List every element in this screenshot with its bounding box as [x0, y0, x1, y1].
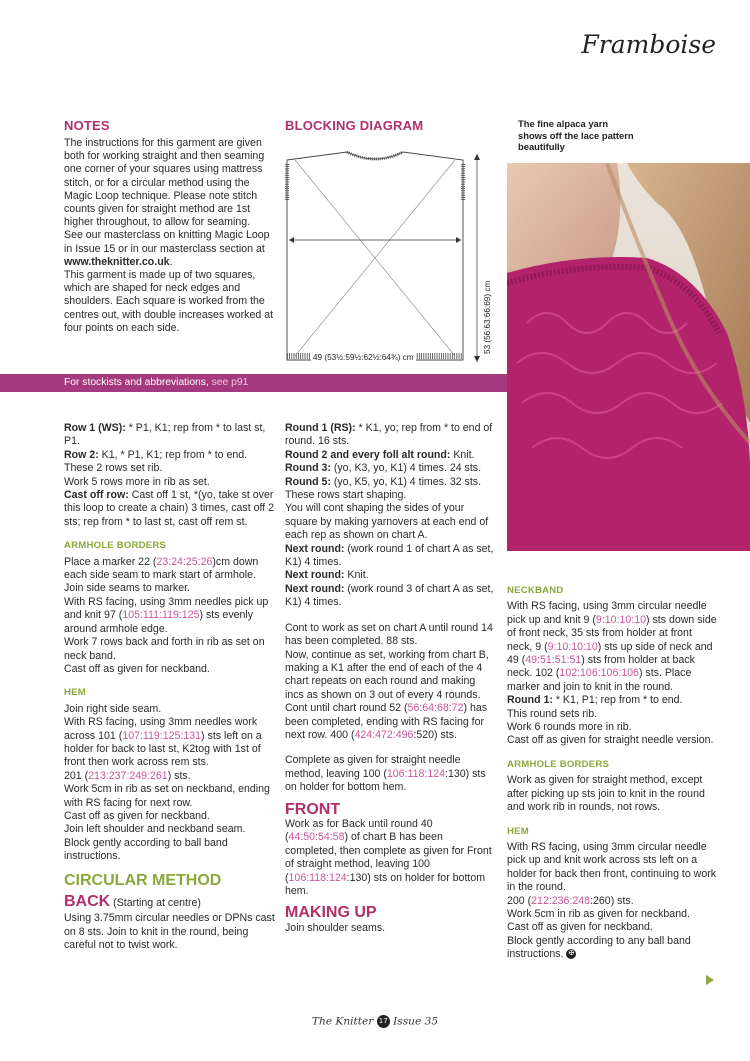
instruction-line: With RS facing, using 3mm circular needle pick up and knit 9 (9:10:10:10) sts down side of front neck, 35 sts from holder at front neck, 9 (9:10:10:10) sts up side of neck and 49 (49:51:51:51) sts from holder at back neck. 102 (102:106:106:106) sts. Place marker and join to knit in the round. — [507, 600, 717, 693]
instruction-line: Work as given for straight method, except after picking up sts join to knit in the round and work rib in rounds, not rows. — [507, 774, 705, 814]
instruction-line: Work 5cm in rib as given for neckband. — [507, 907, 690, 920]
instruction-line: Work 5 rows more in rib as set. — [64, 475, 210, 488]
neckband-heading: NECKBAND — [507, 585, 564, 596]
instruction-line: Join left shoulder and neckband seam. — [64, 823, 246, 836]
back-heading: BACK (Starting at centre) — [64, 893, 201, 910]
blocking-diagram-drawing — [285, 140, 500, 372]
stockists-bar: For stockists and abbreviations, see p91 — [0, 374, 507, 392]
column-3 — [507, 584, 719, 962]
instruction-line: Join shoulder seams. — [285, 921, 386, 934]
next-page-arrow-icon[interactable] — [706, 975, 714, 985]
instruction-line: Work 7 rows back and forth in rib as set on neck band. — [64, 636, 265, 662]
round-1: Round 1: * K1, P1; rep from * to end. — [507, 694, 683, 707]
notes-paragraph-1: The instructions for this garment are given both for working straight and then seaming one corner of your squares using mattress stitch, or for a circular method using the Magic Loop technique. Please note stitch counts given for straight method are 1st higher throughout, to allow for seaming. — [64, 137, 265, 229]
front-heading: FRONT — [285, 800, 341, 818]
instruction-line: Complete as given for straight needle method, leaving 100 (106:118:124:130) sts on holder for bottom hem. — [285, 754, 486, 794]
end-mark-icon: ✠ — [566, 949, 576, 959]
row-2: Row 2: K1, * P1, K1; rep from * to end. — [64, 448, 248, 461]
column-1 — [64, 422, 276, 953]
next-round: Next round: (work round 1 of chart A as set, K1) 4 times. — [285, 542, 494, 569]
notes-paragraph-2: See our masterclass on knitting Magic Loop in Issue 15 or in our masterclass section at www.theknitter.co.uk. — [64, 229, 270, 268]
hem-heading: HEM — [507, 825, 529, 837]
round-1: Round 1 (RS): * K1, yo; rep from * to end of round. 16 sts. — [285, 422, 493, 448]
instruction-line: Work as for Back until round 40 (44:50:54:58) of chart B has been completed, then complete as given for Front of straight method, leaving 100 (106:118:124:130) sts on holder for bottom hem. — [285, 817, 492, 897]
instruction-line: With RS facing, using 3mm circular needle pick up and knit work across sts left on a holder for back then front, continuing to work in the round. — [507, 840, 717, 894]
armhole-borders-heading: ARMHOLE BORDERS — [64, 540, 167, 552]
row-1: Row 1 (WS): * P1, K1; rep from * to last st, P1. — [64, 422, 266, 448]
website-link[interactable]: www.theknitter.co.uk — [64, 255, 170, 268]
instruction-line: 200 (212:236:248:260) sts. — [507, 894, 634, 907]
instruction-line: Block gently according to ball band instructions. — [64, 836, 228, 863]
instruction-line: You will cont shaping the sides of your square by making yarnovers at each end of each rep as shown on chart A. — [285, 502, 489, 542]
armhole-borders-heading: ARMHOLE BORDERS — [507, 758, 610, 770]
instruction-line: Cont to work as set on chart A until round 14 has been completed. 88 sts. — [285, 621, 493, 648]
making-up-heading: MAKING UP — [285, 904, 377, 922]
model-photo — [507, 163, 750, 551]
next-round: Next round: Knit. — [285, 569, 369, 582]
photo-caption: The fine alpaca yarn shows off the lace pattern beautifully — [518, 118, 634, 152]
round-5: Round 5: (yo, K5, yo, K1) 4 times. 32 sts. — [285, 475, 482, 488]
page-number-badge: 17 — [377, 1015, 390, 1028]
cast-off-row: Cast off row: Cast off 1 st, *(yo, take st over this loop to create a chain) 3 times, cast off 2 sts; rep from * to last st, cast off rem st. — [64, 489, 275, 528]
hem-heading: HEM — [64, 687, 86, 699]
instruction-line: Cast off as given for neckband. — [507, 921, 653, 934]
instruction-line: This round sets rib. — [507, 707, 598, 720]
instruction-line: Cast off as given for straight needle version. — [507, 734, 714, 747]
instruction-line: Work 5cm in rib as set on neckband, ending with RS facing for next row. — [64, 783, 270, 809]
instruction-line: Cast off as given for neckband. — [64, 662, 210, 675]
instruction-line: Block gently according to any ball band instructions. ✠ — [507, 934, 691, 961]
round-2: Round 2 and every foll alt round: Knit. — [285, 448, 475, 461]
instruction-line: Join right side seam. — [64, 702, 162, 715]
page-title: Framboise — [581, 30, 716, 59]
stockists-link[interactable]: see p91 — [211, 377, 249, 388]
notes-heading: NOTES — [64, 118, 110, 133]
instruction-line: Using 3.75mm circular needles or DPNs cast on 8 sts. Join to knit in the round, being careful not to twist work. — [64, 912, 275, 952]
instruction-line: Cont until chart round 52 (56:64:68:72) has been completed, ending with RS facing for next row. 400 (424:472:496:520) sts. — [285, 702, 488, 741]
next-round: Next round: (work round 3 of chart A as set, K1) 4 times. — [285, 582, 494, 609]
blocking-heading: BLOCKING DIAGRAM — [285, 118, 424, 133]
instruction-line: Place a marker 22 (23:24:25:26)cm down each side seam to mark start of armhole. Join side seams to marker. — [64, 555, 259, 595]
instruction-line: With RS facing, using 3mm needles work across 101 (107:119:125:131) sts left on a holder for back to last st, K2tog with 1st of front then work across rem sts. — [64, 716, 262, 769]
blocking-diagram — [285, 118, 500, 378]
width-dimension-label: 49 (53½:59½:62½:64¾) cm — [313, 353, 414, 362]
column-2 — [285, 422, 495, 935]
notes-paragraph-3: This garment is made up of two squares, which are shaped for neck edges and shoulders. Each square is worked from the centres out, with double increases worked at four points on each side. — [64, 269, 274, 334]
round-3: Round 3: (yo, K3, yo, K1) 4 times. 24 sts. — [285, 462, 482, 475]
circular-method-heading: CIRCULAR METHOD — [64, 871, 222, 889]
instruction-line: Cast off as given for neckband. — [64, 809, 210, 822]
height-dimension-label: 53 (56:63:66:69) cm — [483, 280, 492, 354]
page-footer: The Knitter 17 Issue 35 — [311, 1015, 439, 1028]
instruction-line: These 2 rows set rib. — [64, 462, 163, 475]
notes-section — [64, 118, 274, 335]
instruction-line: These rows start shaping. — [285, 489, 407, 502]
instruction-line: With RS facing, using 3mm needles pick up and knit 97 (105:111:119:125) sts evenly around armhole edge. — [64, 595, 269, 635]
instruction-line: 201 (213:237:249:261) sts. — [64, 769, 191, 782]
instruction-line: Now, continue as set, working from chart B, making a K1 after the end of each of the 4 chart repeats on each round and making incs as shown on 3 out of every 4 rounds. — [285, 648, 489, 701]
instruction-line: Work 6 rounds more in rib. — [507, 721, 632, 734]
